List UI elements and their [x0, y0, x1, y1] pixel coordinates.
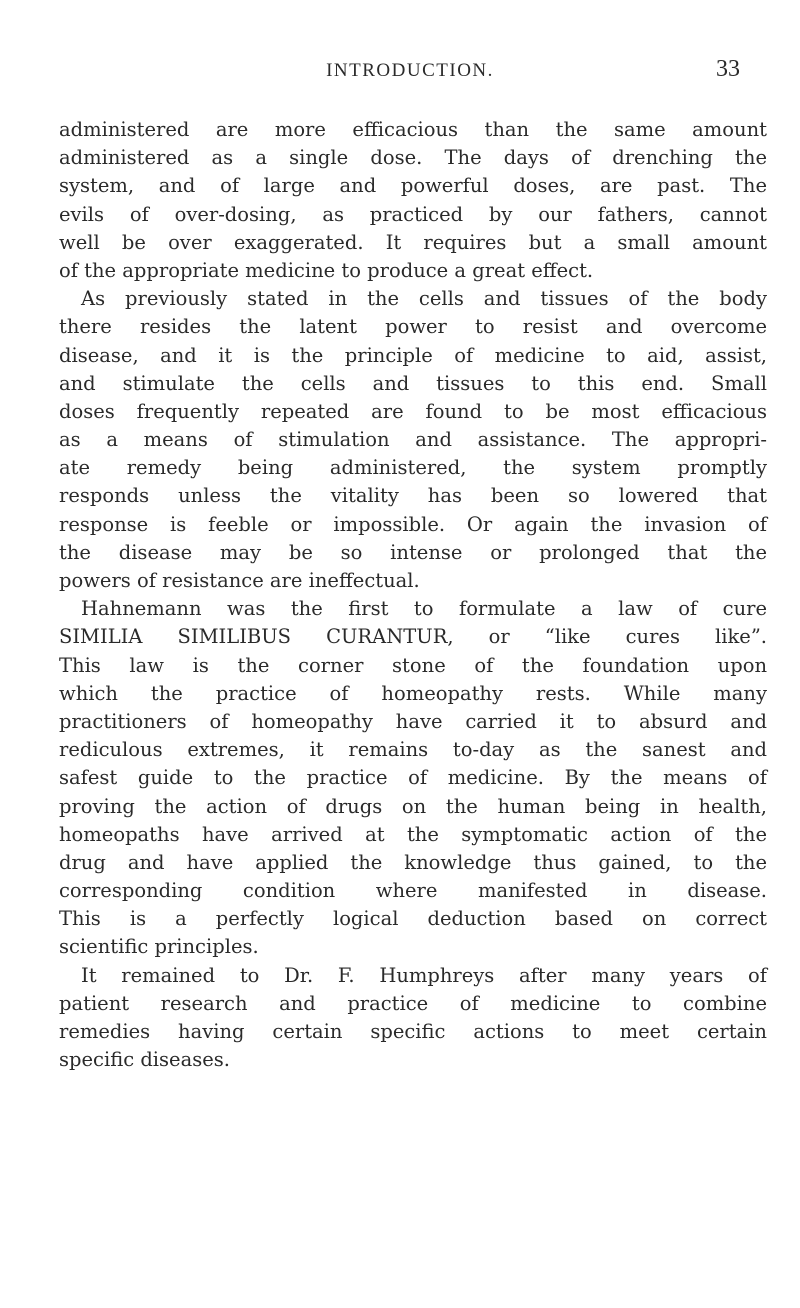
text-line: which the practice of homeopathy rests. While many	[59, 681, 767, 705]
text-line: ate remedy being administered, the system promptly	[59, 456, 767, 480]
text-line: as a means of stimulation and assistance. The appropri-	[59, 428, 767, 452]
text-line: administered as a single dose. The days of drenching the	[59, 146, 767, 170]
text-line: and stimulate the cells and tissues to this end. Small	[59, 371, 767, 395]
text-line: proving the action of drugs on the human being in health,	[59, 794, 767, 818]
page-number: 33	[716, 56, 740, 82]
text-line: SIMILIA SIMILIBUS CURANTUR, or “like cures like”.	[59, 625, 767, 649]
text-line: the disease may be so intense or prolonged that the	[59, 540, 767, 564]
text-line: It remained to Dr. F. Humphreys after many years of	[81, 963, 767, 987]
text-line: system, and of large and powerful doses, are past. The	[59, 174, 767, 198]
text-line: homeopaths have arrived at the symptomatic action of the	[59, 822, 767, 846]
text-line: practitioners of homeopathy have carried it to absurd and	[59, 709, 767, 733]
text-line: rediculous extremes, it remains to-day as the sanest and	[59, 738, 767, 762]
text-line: doses frequently repeated are found to be most efficacious	[59, 399, 767, 423]
text-line: This is a perfectly logical deduction based on correct	[59, 907, 767, 931]
text-line: patient research and practice of medicine to combine	[59, 991, 767, 1015]
text-line: powers of resistance are ineffectual.	[59, 569, 420, 592]
text-line: corresponding condition where manifested in disease.	[59, 879, 767, 903]
running-title: INTRODUCTION.	[326, 60, 494, 81]
text-line: safest guide to the practice of medicine. By the means of	[59, 766, 767, 790]
text-line: well be over exaggerated. It requires but a small amount	[59, 230, 767, 254]
text-line: of the appropriate medicine to produce a great effect.	[59, 258, 594, 282]
text-line: remedies having certain specific actions to meet certain	[59, 1020, 767, 1043]
text-line: responds unless the vitality has been so lowered that	[59, 484, 767, 508]
text-line: drug and have applied the knowledge thus gained, to the	[59, 850, 767, 874]
text-line: Hahnemann was the first to formulate a law of cure	[81, 597, 767, 621]
text-line: administered are more efficacious than the same amount	[59, 118, 767, 141]
text-line: disease, and it is the principle of medicine to aid, assist,	[59, 343, 767, 367]
text-line: specific diseases.	[59, 1048, 230, 1072]
text-line: evils of over-dosing, as practiced by our fathers, cannot	[59, 202, 767, 226]
text-line: As previously stated in the cells and tissues of the body	[81, 287, 767, 311]
body-text	[59, 116, 767, 1074]
text-line: response is feeble or impossible. Or again the invasion of	[59, 512, 767, 536]
text-line: This law is the corner stone of the foundation upon	[59, 653, 767, 677]
text-line: there resides the latent power to resist and overcome	[59, 315, 767, 339]
running-head	[60, 56, 760, 86]
text-line: scientific principles.	[59, 935, 259, 959]
